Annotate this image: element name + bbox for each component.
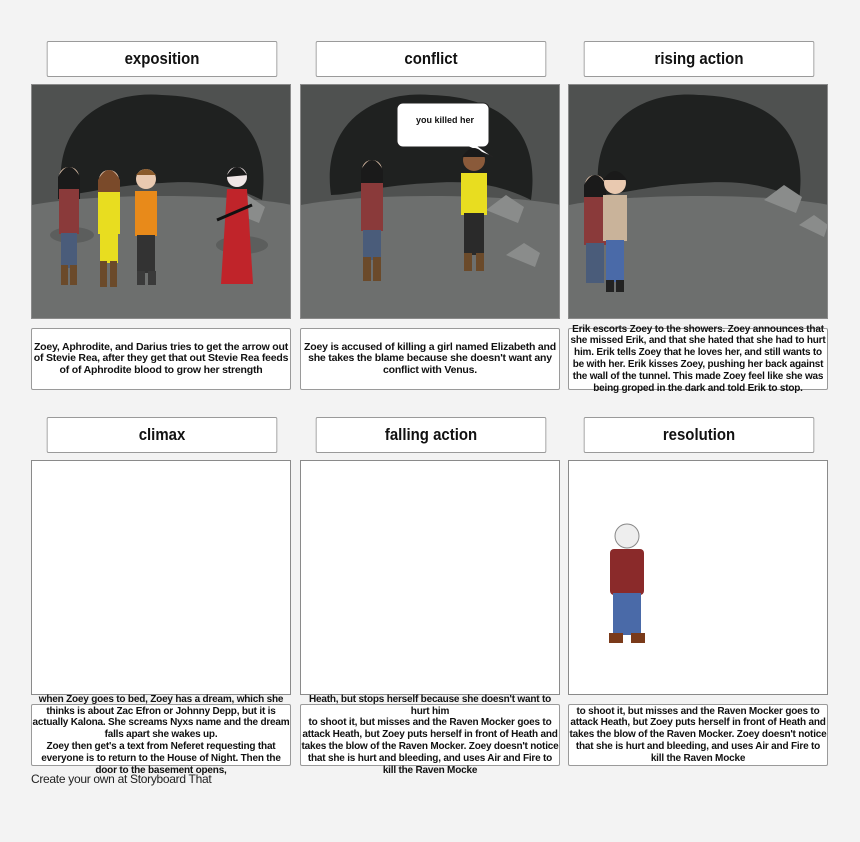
caption-rising-action [568,323,828,394]
character-zoey [584,175,606,283]
character-illustration [569,461,828,695]
speech-bubble-text: you killed her [415,115,475,125]
scene-panel-falling-action [300,460,560,695]
cell-title-exposition: exposition [47,41,278,77]
caption-text: Zoey is accused of killing a girl named Elizabeth and she takes the blame because she doesn't want any conflict with Venus. [304,340,556,376]
scene-panel-conflict [300,84,560,319]
cell-title-conflict: conflict [316,41,547,77]
caption-climax [31,693,291,776]
caption-falling-action [300,693,560,776]
cell-title-resolution: resolution [584,417,815,453]
caption-text: Heath, but stops herself because she doesn't want to hurt him to shoot it, but misses and the Raven Mocker goes to attack Heath, but Zoey puts herself in front of Heath and takes the blow of the Raven Mocker. Zoey doesn't notice that she is hurt and bleeding, and uses Air and Fire to kill the Raven Mocke [301,693,559,776]
cell-title-climax: climax [47,417,278,453]
character-zoey [58,167,80,285]
cave-scene-illustration [32,85,291,319]
cave-scene-illustration [569,85,828,319]
cell-title-falling-action: falling action [316,417,547,453]
footer-credit[interactable]: Create your own at Storyboard That [31,772,212,786]
caption-text: Erik escorts Zoey to the showers. Zoey announces that she missed Erik, and that she hated that she had to hurt him. Erik tells Zoey that he loves her, and still wants to be with her. Erik kisses Zoey, pushing her back against the wall of the tunnel. This made Zoey feel like she was being groped in the dark and told Erik to stop. [570,323,826,394]
scene-panel-climax [31,460,291,695]
caption-conflict [300,328,560,390]
caption-text: to shoot it, but misses and the Raven Mocker goes to attack Heath, but Zoey puts herself in front of Heath and takes the blow of the Raven Mocker. Zoey doesn't notice that she is hurt and bleeding, and uses Air and Fire to kill the Raven Mocke [569,705,827,764]
scene-panel-exposition [31,84,291,319]
scene-panel-resolution [568,460,828,695]
caption-text: Zoey, Aphrodite, and Darius tries to get the arrow out of Stevie Rea, after they get that out Stevie Rea feeds of of Aphrodite blood to grow her strength [33,340,289,376]
caption-resolution [568,704,828,766]
caption-text: when Zoey goes to bed, Zoey has a dream, which she thinks is about Zac Efron or Johnny Depp, but it is actually Kalona. She screams Nyxs name and the dream falls apart she wakes up. Zoey then get's a text from Neferet requesting that everyone is to return to the House of Night. Then the door to the basement opens, [32,693,290,776]
cell-title-rising-action: rising action [584,41,815,77]
character-heath [609,524,645,643]
caption-exposition [31,328,291,390]
character-erik [603,171,627,292]
scene-panel-rising-action [568,84,828,319]
